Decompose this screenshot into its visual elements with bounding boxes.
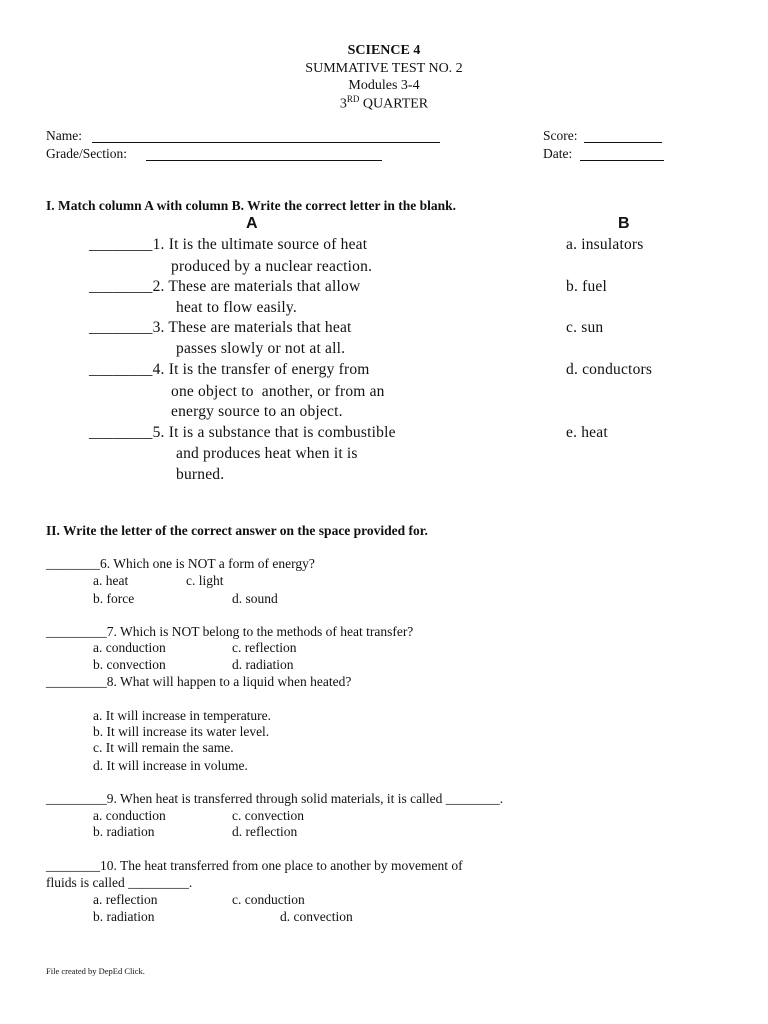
q9-option-a: a. conduction [93, 808, 166, 823]
choice-d: d. conductors [566, 361, 653, 378]
grade-label: Grade/Section: [46, 146, 127, 161]
q8-option-a: a. It will increase in temperature. [93, 708, 272, 723]
quarter-label: 3RD QUARTER [339, 94, 429, 112]
date-field[interactable] [580, 160, 664, 161]
q9-option-c: c. convection [232, 808, 304, 823]
date-label: Date: [543, 146, 573, 161]
choice-c: c. sun [566, 319, 604, 336]
q6-option-a: a. heat [93, 573, 129, 588]
answer-blank[interactable]: ________ [89, 361, 153, 378]
q7-option-c: c. reflection [232, 640, 297, 655]
match-item-5-cont2: burned. [176, 466, 225, 483]
match-item-5-cont1: and produces heat when it is [176, 445, 358, 462]
match-item-1: ________1. It is the ultimate source of heat [89, 236, 368, 253]
match-item-1-cont: produced by a nuclear reaction. [171, 258, 373, 275]
answer-blank[interactable]: ________ [89, 319, 153, 336]
answer-blank[interactable]: ________ [89, 424, 153, 441]
q6-option-b: b. force [93, 591, 135, 606]
q10-option-d: d. convection [280, 909, 353, 924]
question-10-cont: fluids is called _________. [46, 875, 193, 890]
q8-option-c: c. It will remain the same. [93, 740, 234, 755]
subject-title: SCIENCE 4 [347, 43, 421, 58]
question-8: _________8. What will happen to a liquid when heated? [46, 674, 352, 689]
column-a-heading: A [246, 215, 258, 232]
score-label: Score: [543, 128, 578, 143]
q7-option-b: b. convection [93, 657, 166, 672]
choice-e: e. heat [566, 424, 608, 441]
q7-option-a: a. conduction [93, 640, 166, 655]
match-item-3-cont: passes slowly or not at all. [176, 340, 346, 357]
footer-credit: File created by DepEd Click. [46, 966, 145, 976]
q8-option-b: b. It will increase its water level. [93, 724, 270, 739]
q10-option-b: b. radiation [93, 909, 155, 924]
score-field[interactable] [584, 142, 662, 143]
choice-a: a. insulators [566, 236, 644, 253]
q9-option-b: b. radiation [93, 824, 155, 839]
grade-field[interactable] [146, 160, 382, 161]
match-item-4-cont2: energy source to an object. [171, 403, 343, 420]
match-item-2: ________2. These are materials that allow [89, 278, 361, 295]
answer-blank[interactable]: ________ [89, 236, 153, 253]
match-item-2-cont: heat to flow easily. [176, 299, 297, 316]
question-6: ________6. Which one is NOT a form of energy? [46, 556, 315, 571]
match-item-4-cont1: one object to another, or from an [171, 383, 385, 400]
match-item-5: ________5. It is a substance that is combustible [89, 424, 396, 441]
test-title: SUMMATIVE TEST NO. 2 [305, 61, 463, 76]
q6-option-d: d. sound [232, 591, 278, 606]
question-10: ________10. The heat transferred from one place to another by movement of [46, 858, 463, 873]
choice-b: b. fuel [566, 278, 607, 295]
question-7: _________7. Which is NOT belong to the methods of heat transfer? [46, 624, 414, 639]
part1-instruction: I. Match column A with column B. Write the correct letter in the blank. [46, 198, 456, 213]
answer-blank[interactable]: ________ [89, 278, 153, 295]
name-label: Name: [46, 128, 82, 143]
name-field[interactable] [92, 142, 440, 143]
q6-option-c: c. light [186, 573, 224, 588]
q10-option-a: a. reflection [93, 892, 158, 907]
q8-option-d: d. It will increase in volume. [93, 758, 248, 773]
q9-option-d: d. reflection [232, 824, 298, 839]
question-9: _________9. When heat is transferred through solid materials, it is called ________. [46, 791, 504, 806]
match-item-3: ________3. These are materials that heat [89, 319, 352, 336]
column-b-heading: B [618, 215, 630, 232]
q7-option-d: d. radiation [232, 657, 294, 672]
modules-label: Modules 3-4 [348, 78, 420, 93]
part2-instruction: II. Write the letter of the correct answer on the space provided for. [46, 523, 428, 538]
match-item-4: ________4. It is the transfer of energy from [89, 361, 370, 378]
q10-option-c: c. conduction [232, 892, 305, 907]
